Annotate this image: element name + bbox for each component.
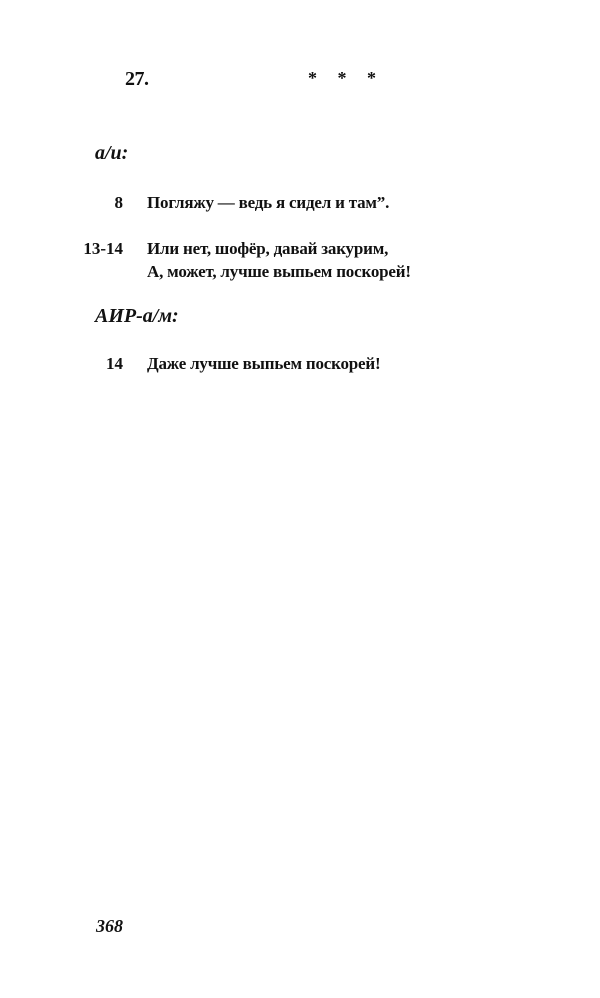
variant-line-text: Даже лучше выпьем поскорей!	[147, 354, 381, 373]
line-reference: 14	[106, 354, 123, 373]
poem-number: 27.	[125, 68, 149, 90]
poem-title-asterisks: * * *	[308, 68, 384, 88]
variant-line-text: Или нет, шофёр, давай закурим,	[147, 239, 389, 258]
line-reference: 8	[114, 193, 123, 212]
page-number: 368	[96, 916, 123, 936]
variant-source-heading: АИР-а/м:	[95, 305, 179, 327]
variant-line-text: Погляжу — ведь я сидел и там”.	[147, 193, 390, 212]
variant-source-heading: а/и:	[95, 142, 129, 164]
line-reference: 13-14	[83, 239, 123, 258]
variant-line-text: А, может, лучше выпьем поскорей!	[147, 262, 411, 281]
